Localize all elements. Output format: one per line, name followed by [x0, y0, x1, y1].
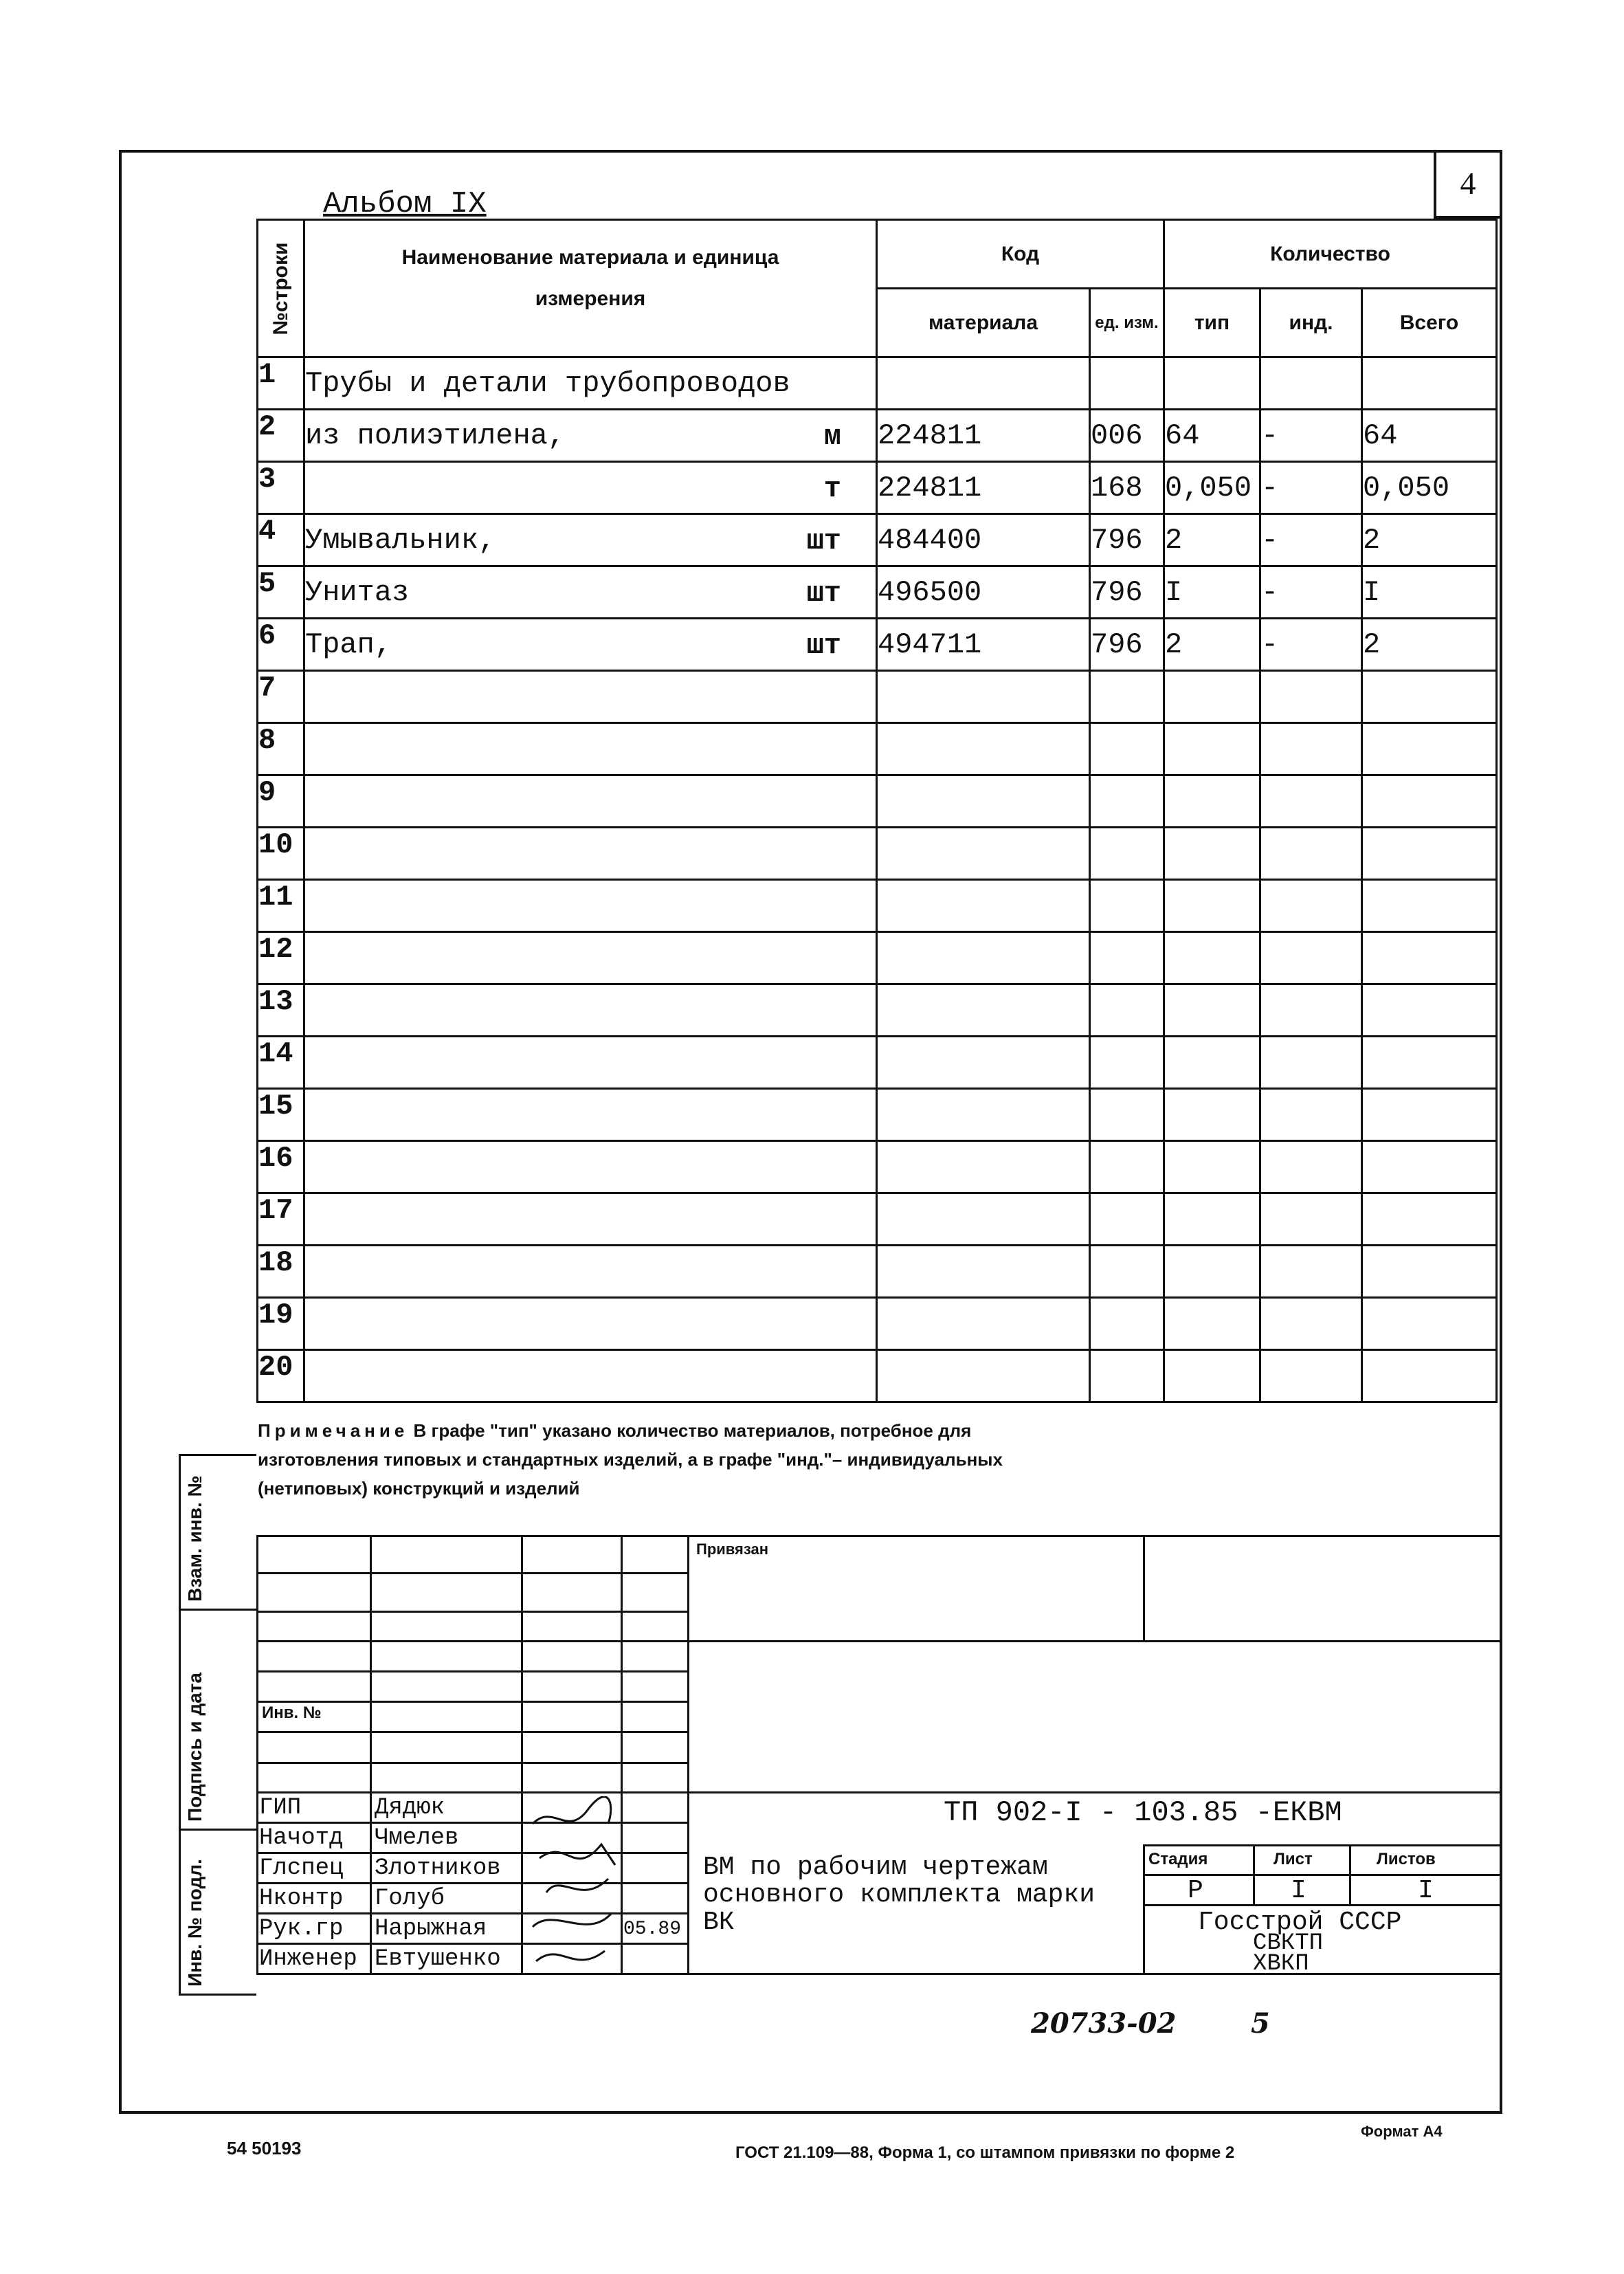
row-number: 15: [258, 1089, 304, 1141]
side-strip-divider-2: [179, 1829, 256, 1831]
unit-text: шт: [806, 525, 841, 558]
table-row: [258, 1246, 1497, 1298]
type-quantity: [1164, 1037, 1260, 1089]
row-number: 17: [258, 1193, 304, 1246]
table-row: [258, 1298, 1497, 1350]
total-quantity: [1362, 880, 1497, 932]
unit-text: шт: [806, 629, 841, 662]
material-name: [304, 723, 877, 775]
material-code: [877, 828, 1090, 880]
material-name: [304, 1089, 877, 1141]
title-line-1: ВМ по рабочим чертежам: [703, 1853, 1048, 1882]
side-strip-border: [179, 1454, 181, 1996]
table-row: [258, 619, 1497, 671]
material-code: [877, 1037, 1090, 1089]
role-label: ГИП: [259, 1795, 302, 1821]
row-number: 6: [258, 619, 304, 671]
total-quantity: [1362, 671, 1497, 723]
ind-quantity: [1260, 1246, 1362, 1298]
row-number: 8: [258, 723, 304, 775]
table-row: [258, 828, 1497, 880]
unit-code: 796: [1090, 566, 1164, 619]
ind-quantity: -: [1260, 410, 1362, 462]
material-name: [304, 1298, 877, 1350]
material-name-text: Трубы и детали трубопроводов: [305, 366, 790, 400]
album-title: Альбом IX: [323, 187, 487, 221]
ind-header: инд.: [1260, 289, 1362, 357]
org-line-2: СВКТП: [1253, 1930, 1324, 1956]
type-quantity: [1164, 775, 1260, 828]
total-quantity: [1362, 357, 1497, 410]
stage-header: Стадия: [1148, 1850, 1208, 1868]
type-quantity: [1164, 357, 1260, 410]
row-number: 18: [258, 1246, 304, 1298]
sheet-number: 4: [1460, 166, 1476, 201]
total-quantity: [1362, 723, 1497, 775]
row-number: 7: [258, 671, 304, 723]
specification-table: [256, 219, 1498, 1403]
total-quantity: [1362, 828, 1497, 880]
row-number: 13: [258, 984, 304, 1037]
material-name: [304, 880, 877, 932]
type-quantity: [1164, 828, 1260, 880]
inv-podl-label: Инв. № подл.: [184, 1859, 205, 1987]
unit-code: [1090, 723, 1164, 775]
material-code: [877, 1141, 1090, 1193]
type-quantity: 0,050: [1164, 462, 1260, 514]
table-row: [258, 1037, 1497, 1089]
unit-code: [1090, 984, 1164, 1037]
gost-reference: ГОСТ 21.109—88, Форма 1, со штампом привязки по форме 2: [735, 2143, 1235, 2162]
unit-code: [1090, 775, 1164, 828]
sheet-value: I: [1291, 1876, 1306, 1906]
unit-text: т: [823, 472, 841, 505]
type-quantity: 64: [1164, 410, 1260, 462]
table-row: [258, 1089, 1497, 1141]
total-quantity: 64: [1362, 410, 1497, 462]
material-code: [877, 671, 1090, 723]
type-quantity: [1164, 1141, 1260, 1193]
unit-code: 168: [1090, 462, 1164, 514]
row-number: 20: [258, 1350, 304, 1402]
ind-quantity: -: [1260, 619, 1362, 671]
row-number: 14: [258, 1037, 304, 1089]
podpis-label: Подпись и дата: [184, 1673, 205, 1822]
ind-quantity: -: [1260, 566, 1362, 619]
total-quantity: [1362, 1141, 1497, 1193]
total-quantity: 2: [1362, 514, 1497, 566]
sheets-header: Листов: [1377, 1850, 1436, 1868]
row-number: 5: [258, 566, 304, 619]
ind-quantity: [1260, 1141, 1362, 1193]
total-quantity: [1362, 1193, 1497, 1246]
unit-code: [1090, 1246, 1164, 1298]
material-name: [304, 1350, 877, 1402]
type-quantity: [1164, 723, 1260, 775]
unit-code-header: ед. изм.: [1090, 289, 1164, 357]
total-quantity: [1362, 775, 1497, 828]
unit-code: [1090, 1089, 1164, 1141]
total-quantity: 2: [1362, 619, 1497, 671]
bottom-code: 20733-02: [1031, 2007, 1177, 2040]
total-quantity: [1362, 932, 1497, 984]
material-code: 496500: [877, 566, 1090, 619]
total-quantity: [1362, 1089, 1497, 1141]
material-name: [304, 514, 877, 566]
unit-code: [1090, 828, 1164, 880]
sheet-header: Лист: [1273, 1850, 1313, 1868]
material-name: [304, 932, 877, 984]
type-quantity: [1164, 932, 1260, 984]
material-name: [304, 1193, 877, 1246]
unit-code: [1090, 880, 1164, 932]
material-name: [304, 671, 877, 723]
name-header: Наименование материала и единица измерения: [304, 220, 877, 357]
material-name-text: Трап,: [305, 628, 392, 661]
material-name-text: из полиэтилена,: [305, 419, 566, 452]
note: [258, 1416, 1014, 1503]
row-number: 4: [258, 514, 304, 566]
ind-quantity: [1260, 984, 1362, 1037]
type-quantity: [1164, 1298, 1260, 1350]
unit-text: м: [823, 420, 841, 453]
row-number: 2: [258, 410, 304, 462]
role-person-name: Чмелев: [375, 1825, 459, 1851]
role-person-name: Нарыжная: [375, 1916, 487, 1942]
row-number: 1: [258, 357, 304, 410]
material-name: [304, 1246, 877, 1298]
unit-code: [1090, 357, 1164, 410]
sheets-value: I: [1418, 1876, 1434, 1906]
row-number: 9: [258, 775, 304, 828]
table-row: [258, 1193, 1497, 1246]
format-label: Формат А4: [1361, 2123, 1443, 2140]
signatures-drawing: [526, 1796, 622, 1975]
total-quantity: I: [1362, 566, 1497, 619]
ind-quantity: [1260, 1037, 1362, 1089]
type-quantity: 2: [1164, 514, 1260, 566]
stage-value: Р: [1188, 1876, 1203, 1906]
total-quantity: 0,050: [1362, 462, 1497, 514]
material-name-text: Унитаз: [305, 575, 410, 609]
material-code: 224811: [877, 462, 1090, 514]
row-number: 19: [258, 1298, 304, 1350]
org-line-3: ХВКП: [1253, 1951, 1309, 1977]
role-person-name: Голуб: [375, 1886, 445, 1912]
material-name: [304, 1037, 877, 1089]
ind-quantity: [1260, 1089, 1362, 1141]
side-strip-top: [179, 1454, 256, 1456]
table-row: [258, 1141, 1497, 1193]
code-header: Код: [877, 220, 1164, 289]
role-person-name: Злотников: [375, 1855, 501, 1881]
material-code: 484400: [877, 514, 1090, 566]
row-number: 12: [258, 932, 304, 984]
type-quantity: [1164, 1246, 1260, 1298]
role-label: Глспец: [259, 1855, 344, 1881]
ind-quantity: [1260, 357, 1362, 410]
table-row: [258, 880, 1497, 932]
ind-quantity: [1260, 775, 1362, 828]
privyazan-label: Привязан: [696, 1541, 769, 1558]
material-code: 494711: [877, 619, 1090, 671]
quantity-header: Количество: [1164, 220, 1497, 289]
vzam-label: Взам. инв. №: [184, 1475, 205, 1602]
side-strip-divider-1: [179, 1609, 256, 1611]
ind-quantity: [1260, 1298, 1362, 1350]
type-quantity: [1164, 1193, 1260, 1246]
total-quantity: [1362, 1037, 1497, 1089]
side-strip-bottom: [179, 1994, 256, 1996]
role-date: 05.89: [623, 1919, 682, 1940]
type-quantity: I: [1164, 566, 1260, 619]
total-quantity: [1362, 1246, 1497, 1298]
material-code: [877, 1298, 1090, 1350]
role-label: Нконтр: [259, 1886, 344, 1912]
org-line-1: Госстрой СССР: [1198, 1908, 1402, 1937]
title-line-3: ВК: [703, 1908, 735, 1937]
role-label: Рук.гр: [259, 1916, 344, 1942]
material-code: [877, 1350, 1090, 1402]
role-label: Инженер: [259, 1946, 357, 1972]
material-code: [877, 984, 1090, 1037]
bottom-number: 5: [1251, 2007, 1270, 2040]
table-row: [258, 357, 1497, 410]
total-quantity: [1362, 1350, 1497, 1402]
table-row: [258, 566, 1497, 619]
material-name: [304, 984, 877, 1037]
unit-code: 796: [1090, 514, 1164, 566]
unit-code: 006: [1090, 410, 1164, 462]
material-code: [877, 1246, 1090, 1298]
unit-code: [1090, 1141, 1164, 1193]
material-name: [304, 619, 877, 671]
type-quantity: [1164, 880, 1260, 932]
unit-code: [1090, 671, 1164, 723]
material-code: [877, 723, 1090, 775]
note-text: В графе "тип" указано количество материалов, потребное для изготовления типовых и стандартных изделий, а в графе "инд."– индивидуальных (нетиповых) конструкций и изделий: [258, 1420, 1003, 1499]
material-code: 224811: [877, 410, 1090, 462]
table-row: [258, 671, 1497, 723]
material-name: [304, 828, 877, 880]
unit-code: 796: [1090, 619, 1164, 671]
type-quantity: [1164, 1350, 1260, 1402]
material-code: [877, 1193, 1090, 1246]
row-number: 11: [258, 880, 304, 932]
type-quantity: [1164, 1089, 1260, 1141]
total-quantity: [1362, 1298, 1497, 1350]
ind-quantity: [1260, 932, 1362, 984]
table-row: [258, 932, 1497, 984]
material-code: [877, 1089, 1090, 1141]
role-person-name: Евтушенко: [375, 1946, 501, 1972]
role-label: Начотд: [259, 1825, 344, 1851]
table-row: [258, 984, 1497, 1037]
material-name: [304, 357, 877, 410]
material-name: [304, 566, 877, 619]
unit-code: [1090, 932, 1164, 984]
left-number: 54 50193: [227, 2138, 302, 2159]
title-block: [256, 1535, 1502, 1996]
ind-quantity: [1260, 1193, 1362, 1246]
row-number: 10: [258, 828, 304, 880]
ind-quantity: -: [1260, 462, 1362, 514]
material-name: [304, 410, 877, 462]
material-code: [877, 932, 1090, 984]
ind-quantity: [1260, 671, 1362, 723]
material-name: [304, 775, 877, 828]
type-quantity: 2: [1164, 619, 1260, 671]
note-label: Примечание: [258, 1420, 409, 1441]
table-row: [258, 514, 1497, 566]
role-person-name: Дядюк: [375, 1795, 445, 1821]
row-number: 16: [258, 1141, 304, 1193]
ind-quantity: [1260, 723, 1362, 775]
ind-quantity: [1260, 1350, 1362, 1402]
table-row: [258, 723, 1497, 775]
material-name: [304, 1141, 877, 1193]
unit-text: шт: [806, 577, 841, 610]
material-code: [877, 775, 1090, 828]
row-number: 3: [258, 462, 304, 514]
unit-code: [1090, 1037, 1164, 1089]
table-row: [258, 410, 1497, 462]
unit-code: [1090, 1298, 1164, 1350]
type-quantity: [1164, 984, 1260, 1037]
ind-quantity: [1260, 828, 1362, 880]
document-code: ТП 902-I - 103.85 -ЕКВМ: [944, 1796, 1342, 1829]
ind-quantity: -: [1260, 514, 1362, 566]
material-code: [877, 357, 1090, 410]
inv-no-label: Инв. №: [262, 1703, 322, 1722]
table-row: [258, 775, 1497, 828]
total-quantity: [1362, 984, 1497, 1037]
material-name: [304, 462, 877, 514]
unit-code: [1090, 1350, 1164, 1402]
total-header: Всего: [1362, 289, 1497, 357]
material-code-header: материала: [877, 289, 1090, 357]
table-row: [258, 1350, 1497, 1402]
material-code: [877, 880, 1090, 932]
title-line-2: основного комплекта марки: [703, 1880, 1095, 1910]
type-quantity: [1164, 671, 1260, 723]
unit-code: [1090, 1193, 1164, 1246]
ind-quantity: [1260, 880, 1362, 932]
row-no-header: №строки: [258, 220, 304, 357]
type-header: тип: [1164, 289, 1260, 357]
material-name-text: Умывальник,: [305, 523, 496, 557]
table-row: [258, 462, 1497, 514]
